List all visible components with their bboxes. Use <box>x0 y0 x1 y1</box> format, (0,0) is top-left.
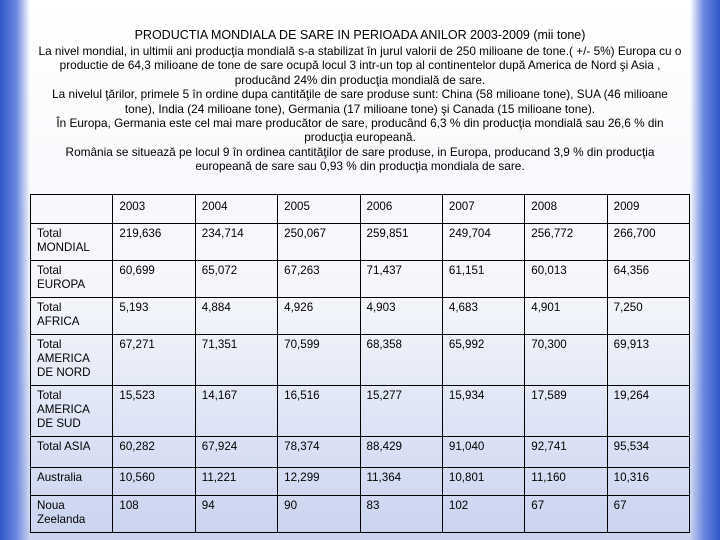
table-cell: 4,926 <box>278 298 360 335</box>
table-cell: 11,160 <box>525 468 607 496</box>
row-label: Total AFRICA <box>31 298 113 335</box>
table-cell: 4,884 <box>195 298 277 335</box>
table-cell: 4,903 <box>360 298 442 335</box>
table-cell: 70,599 <box>278 335 360 386</box>
table-cell: 71,351 <box>195 335 277 386</box>
table-row <box>31 496 690 533</box>
table-cell: 91,040 <box>442 437 524 468</box>
table-cell: 67 <box>525 496 607 533</box>
header-year-2003: 2003 <box>113 195 195 224</box>
table-header-row <box>31 195 690 224</box>
table-cell: 4,683 <box>442 298 524 335</box>
page-title: PRODUCTIA MONDIALA DE SARE IN PERIOADA ANILOR 2003-2009 (mii tone) <box>134 28 586 42</box>
production-table <box>30 194 690 533</box>
header-year-2008: 2008 <box>525 195 607 224</box>
table-cell: 60,699 <box>113 261 195 298</box>
table-cell: 61,151 <box>442 261 524 298</box>
header-year-2009: 2009 <box>607 195 689 224</box>
table-cell: 95,534 <box>607 437 689 468</box>
table-cell: 83 <box>360 496 442 533</box>
table-cell: 102 <box>442 496 524 533</box>
table-cell: 15,523 <box>113 386 195 437</box>
left-decorative-stripe <box>0 0 30 540</box>
table-cell: 4,901 <box>525 298 607 335</box>
table-cell: 17,589 <box>525 386 607 437</box>
row-label: Total ASIA <box>31 437 113 468</box>
table-cell: 16,516 <box>278 386 360 437</box>
table-cell: 11,221 <box>195 468 277 496</box>
table-cell: 94 <box>195 496 277 533</box>
paragraph-europe-germany: În Europa, Germania este cel mai mare producător de sare, producând 6,3 % din producţia mondială sau 26,6 % din producţia europeană. <box>56 116 664 145</box>
table-cell: 15,934 <box>442 386 524 437</box>
table-cell: 90 <box>278 496 360 533</box>
table-row <box>31 468 690 496</box>
header-year-2007: 2007 <box>442 195 524 224</box>
table-cell: 67,924 <box>195 437 277 468</box>
row-label: Noua Zeelanda <box>31 496 113 533</box>
table-cell: 19,264 <box>607 386 689 437</box>
row-label: Total MONDIAL <box>31 224 113 261</box>
table-cell: 70,300 <box>525 335 607 386</box>
row-label: Australia <box>31 468 113 496</box>
table-cell: 92,741 <box>525 437 607 468</box>
table-cell: 10,560 <box>113 468 195 496</box>
table-cell: 64,356 <box>607 261 689 298</box>
table-row <box>31 298 690 335</box>
table-cell: 259,851 <box>360 224 442 261</box>
table-cell: 10,801 <box>442 468 524 496</box>
table-cell: 12,299 <box>278 468 360 496</box>
row-label: Total AMERICA DE SUD <box>31 386 113 437</box>
table-cell: 10,316 <box>607 468 689 496</box>
table-cell: 88,429 <box>360 437 442 468</box>
table-cell: 11,364 <box>360 468 442 496</box>
table-row <box>31 437 690 468</box>
table-cell: 256,772 <box>525 224 607 261</box>
table-cell: 65,072 <box>195 261 277 298</box>
row-label: Total AMERICA DE NORD <box>31 335 113 386</box>
table-cell: 69,913 <box>607 335 689 386</box>
row-label: Total EUROPA <box>31 261 113 298</box>
paragraph-world-production: La nivel mondial, in ultimii ani producţia mondială s-a stabilizat în jurul valorii de 250 milioane de tone.( +/- 5%) Europa cu o productie de 64,3 milioane de tone de sare ocupă locul 3 intr-un top al continentelor după America de Nord şi Asia , producând 24% din producţia mondială de sare. <box>38 44 682 87</box>
table-cell: 219,636 <box>113 224 195 261</box>
table-cell: 14,167 <box>195 386 277 437</box>
table-cell: 67 <box>607 496 689 533</box>
table-cell: 250,067 <box>278 224 360 261</box>
table-cell: 60,282 <box>113 437 195 468</box>
header-year-2006: 2006 <box>360 195 442 224</box>
table-cell: 60,013 <box>525 261 607 298</box>
table-cell: 67,271 <box>113 335 195 386</box>
table-row <box>31 386 690 437</box>
intro-text <box>36 44 684 174</box>
table-cell: 249,704 <box>442 224 524 261</box>
table-cell: 67,263 <box>278 261 360 298</box>
header-year-2004: 2004 <box>195 195 277 224</box>
paragraph-romania: România se situează pe locul 9 în ordinea cantităţilor de sare produse, in Europa, producand 3,9 % din producţia europeană de sare sau 0,93 % din producţia mondiala de sare. <box>65 144 655 174</box>
table-cell: 266,700 <box>607 224 689 261</box>
table-row <box>31 335 690 386</box>
table-cell: 7,250 <box>607 298 689 335</box>
table-row <box>31 261 690 298</box>
table-row <box>31 224 690 261</box>
paragraph-top-countries: La nivelul ţărilor, primele 5 în ordine dupa cantităţile de sare produse sunt: China (58 milioane tone), SUA (46 milioane tone), India (24 milioane tone), Germania (17 milioane tone) şi Canada (15 milioane tone). <box>52 87 668 116</box>
table-cell: 15,277 <box>360 386 442 437</box>
table-cell: 108 <box>113 496 195 533</box>
table-cell: 65,992 <box>442 335 524 386</box>
header-corner-cell <box>31 195 113 224</box>
table-cell: 5,193 <box>113 298 195 335</box>
table-cell: 71,437 <box>360 261 442 298</box>
table-cell: 234,714 <box>195 224 277 261</box>
table-cell: 68,358 <box>360 335 442 386</box>
header-year-2005: 2005 <box>278 195 360 224</box>
table-cell: 78,374 <box>278 437 360 468</box>
right-decorative-stripe <box>690 0 720 540</box>
